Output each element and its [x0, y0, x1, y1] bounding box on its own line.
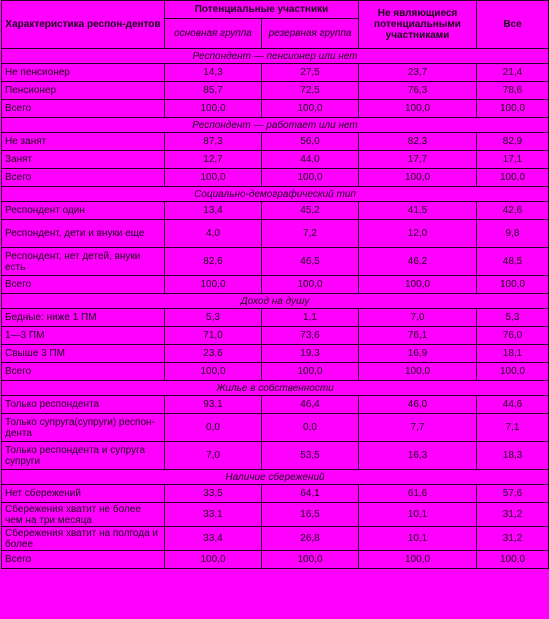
cell-reserve-group: 100,0: [262, 169, 359, 187]
cell-reserve-group: 45,2: [262, 202, 359, 220]
cell-all: 18,1: [477, 345, 549, 363]
row-label: 1—3 ПМ: [2, 327, 165, 345]
table-row: [2, 169, 549, 187]
table-row: [2, 202, 549, 220]
table-row: [2, 220, 549, 248]
cell-reserve-group: 0,0: [262, 414, 359, 442]
cell-main-group: 0,0: [165, 414, 262, 442]
cell-reserve-group: 27,5: [262, 64, 359, 82]
cell-reserve-group: 64,1: [262, 485, 359, 503]
cell-all: 31,2: [477, 503, 549, 527]
cell-reserve-group: 1,1: [262, 309, 359, 327]
row-label: Пенсионер: [2, 82, 165, 100]
section-title: Социально-демографический тип: [2, 187, 549, 202]
cell-non-potential: 61,6: [359, 485, 477, 503]
cell-main-group: 100,0: [165, 551, 262, 569]
cell-all: 21,4: [477, 64, 549, 82]
cell-non-potential: 10,1: [359, 527, 477, 551]
cell-main-group: 13,4: [165, 202, 262, 220]
table-row: [2, 133, 549, 151]
row-label: Только супруга(супруги) респон-дента: [2, 414, 165, 442]
cell-main-group: 100,0: [165, 363, 262, 381]
row-label: Респондент один: [2, 202, 165, 220]
cell-reserve-group: 72,5: [262, 82, 359, 100]
cell-all: 9,8: [477, 220, 549, 248]
cell-non-potential: 76,1: [359, 327, 477, 345]
cell-non-potential: 46,2: [359, 248, 477, 276]
cell-all: 48,5: [477, 248, 549, 276]
row-label: Свыше 3 ПМ: [2, 345, 165, 363]
cell-main-group: 14,3: [165, 64, 262, 82]
table-row: [2, 551, 549, 569]
row-label: Не занят: [2, 133, 165, 151]
cell-main-group: 5,3: [165, 309, 262, 327]
cell-non-potential: 100,0: [359, 551, 477, 569]
cell-non-potential: 16,9: [359, 345, 477, 363]
cell-non-potential: 41,5: [359, 202, 477, 220]
table-row: [2, 442, 549, 470]
row-label: Сбережения хватит на полгода и более: [2, 527, 165, 551]
table-row: [2, 503, 549, 527]
cell-non-potential: 100,0: [359, 100, 477, 118]
cell-reserve-group: 16,5: [262, 503, 359, 527]
row-label: Занят: [2, 151, 165, 169]
row-label: Респондент, дети и внуки еще: [2, 220, 165, 248]
cell-all: 44,6: [477, 396, 549, 414]
cell-reserve-group: 100,0: [262, 551, 359, 569]
cell-main-group: 7,0: [165, 442, 262, 470]
table-row: [2, 414, 549, 442]
section-title: Жилье в собственности: [2, 381, 549, 396]
cell-non-potential: 76,3: [359, 82, 477, 100]
row-label: Всего: [2, 276, 165, 294]
cell-non-potential: 23,7: [359, 64, 477, 82]
row-label: Бедные: ниже 1 ПМ: [2, 309, 165, 327]
cell-main-group: 23,6: [165, 345, 262, 363]
header-characteristic: Характеристика респон-дентов: [2, 1, 165, 49]
section-header-row: [2, 381, 549, 396]
cell-non-potential: 7,7: [359, 414, 477, 442]
cell-main-group: 100,0: [165, 169, 262, 187]
section-header-row: [2, 187, 549, 202]
cell-reserve-group: 100,0: [262, 276, 359, 294]
cell-reserve-group: 53,5: [262, 442, 359, 470]
table-row: [2, 151, 549, 169]
section-title: Респондент — пенсионер или нет: [2, 49, 549, 64]
cell-main-group: 4,0: [165, 220, 262, 248]
cell-main-group: 87,3: [165, 133, 262, 151]
row-label: Всего: [2, 169, 165, 187]
cell-main-group: 82,6: [165, 248, 262, 276]
table-row: [2, 345, 549, 363]
header-reserve-group: резервная группа: [262, 19, 359, 49]
cell-main-group: 33,1: [165, 503, 262, 527]
section-title: Доход на душу: [2, 294, 549, 309]
cell-non-potential: 16,3: [359, 442, 477, 470]
cell-main-group: 33,4: [165, 527, 262, 551]
table-row: [2, 363, 549, 381]
data-table: [1, 0, 549, 569]
table-row: [2, 82, 549, 100]
cell-main-group: 100,0: [165, 276, 262, 294]
cell-reserve-group: 46,4: [262, 396, 359, 414]
table-row: [2, 327, 549, 345]
row-label: Нет сбережений: [2, 485, 165, 503]
section-title: Наличие сбережений: [2, 470, 549, 485]
row-label: Всего: [2, 100, 165, 118]
header-all: Все: [477, 1, 549, 49]
header-potential: Потенциальные участники: [165, 1, 359, 19]
section-header-row: [2, 118, 549, 133]
section-header-row: [2, 470, 549, 485]
cell-all: 76,0: [477, 327, 549, 345]
cell-reserve-group: 73,6: [262, 327, 359, 345]
section-header-row: [2, 49, 549, 64]
cell-reserve-group: 7,2: [262, 220, 359, 248]
cell-non-potential: 82,3: [359, 133, 477, 151]
cell-reserve-group: 44,0: [262, 151, 359, 169]
cell-all: 7,1: [477, 414, 549, 442]
cell-main-group: 12,7: [165, 151, 262, 169]
cell-main-group: 85,7: [165, 82, 262, 100]
cell-reserve-group: 26,8: [262, 527, 359, 551]
cell-non-potential: 12,0: [359, 220, 477, 248]
section-header-row: [2, 294, 549, 309]
table-row: [2, 527, 549, 551]
cell-all: 42,6: [477, 202, 549, 220]
cell-non-potential: 46,0: [359, 396, 477, 414]
table-row: [2, 309, 549, 327]
cell-non-potential: 7,0: [359, 309, 477, 327]
table-row: [2, 64, 549, 82]
cell-all: 100,0: [477, 100, 549, 118]
header-non-potential: Не являющиеся потенциальными участниками: [359, 1, 477, 49]
cell-all: 78,6: [477, 82, 549, 100]
cell-main-group: 100,0: [165, 100, 262, 118]
cell-non-potential: 100,0: [359, 169, 477, 187]
cell-main-group: 33,5: [165, 485, 262, 503]
row-label: Всего: [2, 551, 165, 569]
cell-all: 100,0: [477, 551, 549, 569]
header-main-group: основная группа: [165, 19, 262, 49]
cell-main-group: 93,1: [165, 396, 262, 414]
cell-all: 57,6: [477, 485, 549, 503]
cell-all: 31,2: [477, 527, 549, 551]
cell-all: 100,0: [477, 276, 549, 294]
table-row: [2, 248, 549, 276]
cell-reserve-group: 19,3: [262, 345, 359, 363]
cell-all: 18,3: [477, 442, 549, 470]
table-row: [2, 396, 549, 414]
table-row: [2, 276, 549, 294]
cell-reserve-group: 100,0: [262, 363, 359, 381]
cell-all: 100,0: [477, 169, 549, 187]
row-label: Только респондента и супруга супруги: [2, 442, 165, 470]
row-label: Не пенсионер: [2, 64, 165, 82]
cell-main-group: 71,0: [165, 327, 262, 345]
table-row: [2, 100, 549, 118]
cell-reserve-group: 100,0: [262, 100, 359, 118]
cell-reserve-group: 46,5: [262, 248, 359, 276]
row-label: Только респондента: [2, 396, 165, 414]
row-label: Сбережения хватит не более чем на три месяца: [2, 503, 165, 527]
cell-non-potential: 17,7: [359, 151, 477, 169]
section-title: Респондент — работает или нет: [2, 118, 549, 133]
cell-non-potential: 10,1: [359, 503, 477, 527]
table-row: [2, 485, 549, 503]
cell-non-potential: 100,0: [359, 363, 477, 381]
row-label: Всего: [2, 363, 165, 381]
cell-non-potential: 100,0: [359, 276, 477, 294]
cell-all: 82,9: [477, 133, 549, 151]
row-label: Респондент, нет детей, внуки есть: [2, 248, 165, 276]
cell-all: 5,3: [477, 309, 549, 327]
cell-all: 100,0: [477, 363, 549, 381]
cell-reserve-group: 56,0: [262, 133, 359, 151]
cell-all: 17,1: [477, 151, 549, 169]
